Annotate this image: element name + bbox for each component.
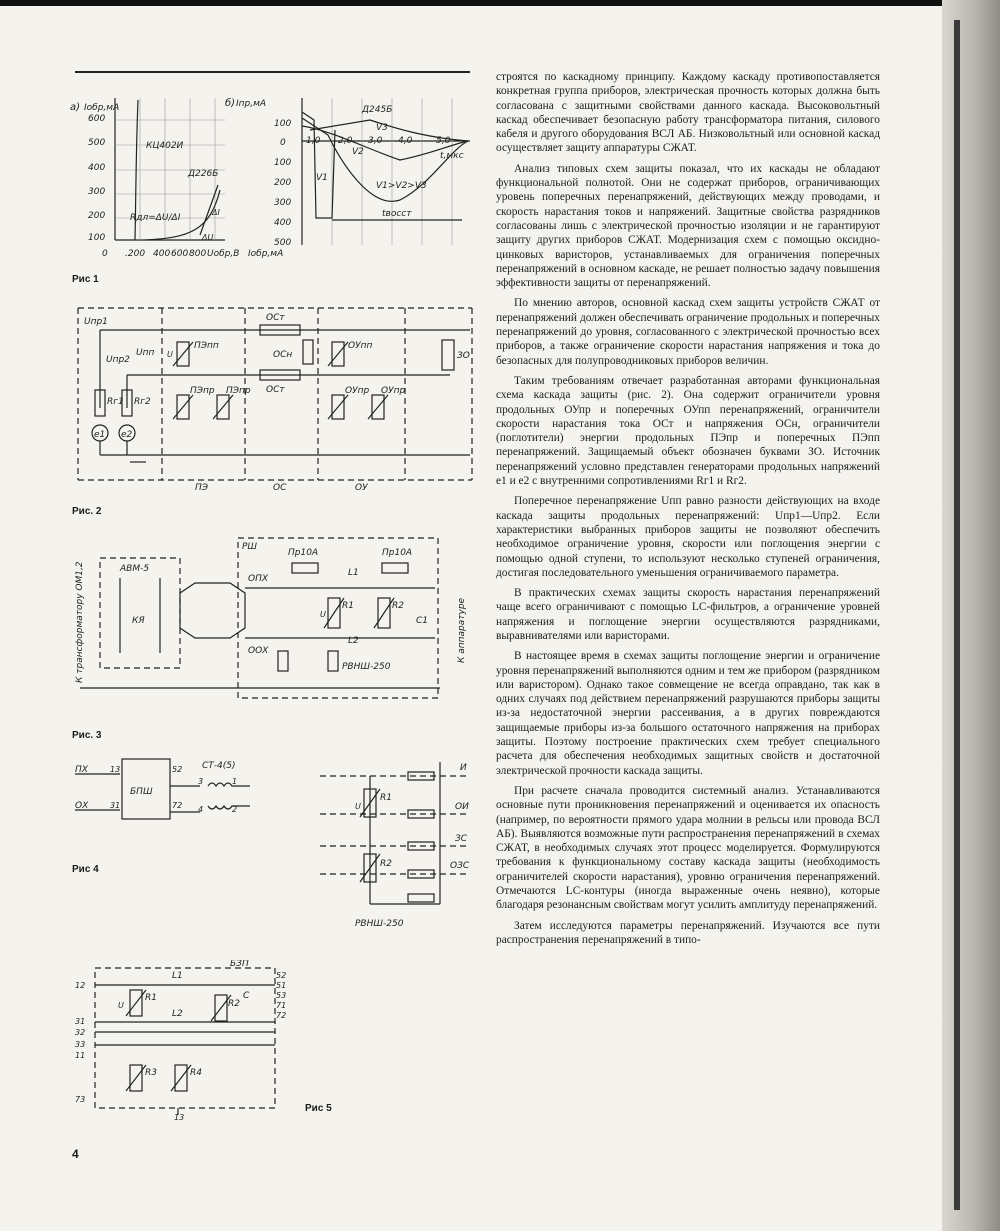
fig3-left-vertical: К трансформатору ОМ1,2: [75, 561, 85, 683]
figure-4: [70, 754, 475, 934]
fig5-left-node: 73: [75, 1095, 86, 1104]
fig1a-xtick: 800: [189, 249, 207, 259]
fig2-pe-pr-a: ПЭпр: [190, 386, 215, 396]
figure-1-caption: Рис 1: [72, 274, 99, 285]
fig1b-v3: V3: [376, 123, 388, 133]
fig3-ky: КЯ: [132, 616, 145, 626]
fig1b-ytick: 100: [274, 158, 292, 168]
fig2-os-n: ОСн: [273, 350, 293, 360]
header-rule: [75, 71, 470, 73]
fig2-rg2: Rг2: [134, 397, 151, 407]
fig1a-xtick: 400: [153, 249, 171, 259]
fig5-r2: R2: [228, 999, 240, 1009]
page-edge-shadow: [942, 0, 1000, 1231]
fig4-n31: 31: [110, 801, 121, 810]
fig1b-xtick: 1,0: [306, 136, 321, 146]
fig2-upr2: Uпр2: [106, 355, 130, 365]
fig4-ox: ОХ: [75, 801, 89, 811]
fig5-r1: R1: [145, 993, 157, 1003]
fig3-rsh: РШ: [242, 542, 258, 552]
fig5-right-node: 51: [276, 981, 287, 990]
text-column: [496, 70, 880, 953]
fig4-i: И: [460, 763, 467, 773]
fig1b-xlabel: t,мкс: [440, 151, 464, 161]
figure-3: [70, 533, 475, 708]
fig5-u: U: [118, 1001, 124, 1010]
fig1b-xtick: 3,0: [368, 136, 383, 146]
page-number: 4: [72, 1147, 79, 1161]
figure-2: [70, 300, 475, 490]
fig3-rvnsh: РВНШ-250: [342, 662, 391, 672]
fig4-r2: R2: [380, 859, 392, 869]
paragraph: При расчете сначала проводится системный анализ. Устанавливаются основные пути проникновения перенапряжений и оценивается их опасность (например, по вероятности прямого удара молнии в рельсы или провода ВСЛ АБ). Выявляются возможные пути распространения перенапряжений в схемах СЖАТ, в необходимых случаях этот процесс моделируется. Формулируются требования к функциональному составу каскада защиты (необходимость ограничителей скорости нарастания), уровню ограничения перенапряжений. Отмечаются LC-контуры (иногда выраженные очень неявно), которые благодаря резонансным свойствам могут усилить амплитуду перенапряжений.: [496, 784, 880, 912]
fig1b-xtick: 5,0: [436, 136, 451, 146]
fig4-n4: 4: [198, 805, 204, 814]
paragraph: По мнению авторов, основной каскад схем защиты устройств СЖАТ от перенапряжений должен обеспечивать ограничение продольных и поперечных перенапряжений до уровня, согласованного с электрической прочностью всех приборов, а также ограничение скорости нарастания напряжения и тока до безопасных для полупроводниковых приборов величин.: [496, 297, 880, 367]
fig4-bpsh: БПШ: [130, 787, 153, 797]
fig2-u: U: [167, 350, 173, 359]
figure-4-caption: Рис 4: [72, 864, 99, 875]
fig4-rvnsh: РВНШ-250: [355, 919, 404, 929]
fig4-zs: ЗС: [455, 834, 468, 844]
fig5-c: C: [243, 991, 250, 1001]
fig4-ozs: ОЗС: [450, 861, 470, 871]
paragraph: строятся по каскадному принципу. Каждому каскаду противопоставляется конкретная группа приборов, электрическая прочность которых должна быть согласована с защитными свойствами данного каскада. Высоковольтный каскад обеспечивает безопасную работу трансформатора питания, силового кабеля и другого оборудования ВСЛ АБ. Низковольтный или основной каскад осуществляет защиту аппаратуры СЖАТ.: [496, 71, 880, 155]
fig5-right-node: 72: [276, 1011, 287, 1020]
figure-3-caption: Рис. 3: [72, 730, 102, 741]
fig1a-xtick: .200: [125, 249, 146, 259]
fig1a-ytick: 600: [88, 114, 106, 124]
fig2-os-t1: ОСт: [266, 313, 285, 323]
fig1a-ytick: 500: [88, 138, 106, 148]
fig2-e1: e1: [94, 430, 106, 440]
fig5-left-node: 12: [75, 981, 86, 990]
fig5-bzp: БЗП: [230, 960, 249, 969]
fig5-right-node: 53: [276, 991, 287, 1000]
fig1b-ytick: 400: [274, 218, 292, 228]
fig3-fuse2: Пр10А: [382, 548, 413, 558]
fig1a-formula: Rдл=ΔU/ΔI: [130, 213, 181, 223]
fig4-r1: R1: [380, 793, 392, 803]
paragraph: Анализ типовых схем защиты показал, что их каскады не обладают функциональной полнотой. Они не содержат приборов, ограничивающих уровень поперечных перенапряжений, действующих между проводами, и скорость нарастания токов и напряжений. Защитные свойства разрядников согласованы лишь с электрической прочностью изоляции и не гарантируют защиту других приборов СЖАТ. Модернизация схем с помощью оксидно-цинковых варисторов, устанавливаемых для ограничения поперечных перенапряжений в основном каскаде, не решает полностью задачу повышения эффективности защиты от перенапряжений.: [496, 162, 880, 290]
fig1a-xlabel: Uобр,В: [207, 249, 240, 259]
fig5-right-node: 52: [276, 971, 287, 980]
fig5-left-node: 32: [75, 1028, 86, 1037]
fig2-upp: Uпп: [136, 348, 155, 358]
paragraph: В практических схемах защиты скорость нарастания перенапряжений чаще всего ограничивают с помощью LC-фильтров, а ограничение уровней напряжения и поглощение энергии осуществляются разрядниками, выравнивателями или варисторами.: [496, 587, 880, 642]
fig1b-xtick: 4,0: [398, 136, 413, 146]
fig1a-ytick: 100: [88, 233, 106, 243]
fig2-rg1: Rг1: [107, 397, 124, 407]
fig2-zo: ЗО: [457, 351, 470, 361]
fig1a-ylabel: Iобр,мА: [84, 103, 120, 113]
fig2-sec-pe: ПЭ: [195, 483, 209, 490]
fig4-u: U: [355, 802, 361, 811]
fig2-pe-pp: ПЭпп: [194, 341, 219, 351]
fig5-r4: R4: [190, 1068, 202, 1078]
fig1a-ytick: 300: [88, 187, 106, 197]
fig1b-device: Д245Б: [362, 105, 393, 115]
fig4-n2: 2: [232, 805, 238, 814]
fig4-n72: 72: [172, 801, 183, 810]
fig3-r2: R2: [392, 601, 404, 611]
fig3-c1: C1: [416, 616, 429, 626]
fig2-ou-pr-b: ОУпр: [381, 386, 406, 396]
fig2-sec-os: ОС: [273, 483, 287, 490]
fig2-ou-pp: ОУпп: [348, 341, 373, 351]
fig1a-di: ΔI: [212, 208, 220, 217]
fig1b-ytick: 300: [274, 198, 292, 208]
fig1a-ytick: 400: [88, 163, 106, 173]
fig3-l1: L1: [348, 568, 359, 578]
fig1b-panel: б): [225, 98, 236, 109]
fig1a-panel: а): [70, 102, 81, 113]
fig1b-trec: tвосст: [382, 209, 412, 219]
fig5-r3: R3: [145, 1068, 157, 1078]
fig1b-ytick: 200: [274, 178, 292, 188]
fig2-os-t2: ОСт: [266, 385, 285, 395]
fig3-l2: L2: [348, 636, 359, 646]
fig3-u: U: [320, 610, 326, 619]
fig1b-ytick: 100: [274, 119, 292, 129]
fig5-left-node: 33: [75, 1040, 86, 1049]
figures-column: [70, 78, 475, 1178]
fig1a-du: ΔU: [202, 233, 214, 242]
paragraph: Таким требованиям отвечает разработанная авторами функциональная схема каскада защиты (рис. 2). Она содержит ограничители уровня продольных ОУпр и поперечных ОУпп перенапряжений, ограничители скорости нарастания тока ОСт и напряжения ОСн, ограничители (поглотители) энергии продольных ПЭпр и поперечных ПЭпп перенапряжений. Защищаемый объект обозначен буквами ЗО. Источник перенапряжений условно представлен генераторами продольных напряжений e1 и e2 с внутренними сопротивлениями Rг1 и Rг2.: [496, 374, 880, 488]
figure-1: [70, 90, 475, 265]
fig2-ou-pr-a: ОУпр: [345, 386, 370, 396]
fig1a-xtick: 0: [102, 249, 108, 259]
fig4-n1: 1: [232, 777, 238, 786]
fig5-left-node: 31: [75, 1017, 86, 1026]
fig1b-relation: V1>V2>V3: [376, 181, 427, 191]
fig1a-ytick: 200: [88, 211, 106, 221]
fig1b-ylabel-bottom: Iобр,мА: [248, 249, 284, 259]
figure-2-caption: Рис. 2: [72, 506, 102, 517]
fig5-bottom-node: 13: [174, 1113, 185, 1122]
fig4-st: СТ-4(5): [202, 761, 236, 771]
fig2-upr1: Uпр1: [84, 317, 108, 327]
fig2-sec-ou: ОУ: [355, 483, 368, 490]
top-border: [0, 0, 1000, 6]
fig1a-device-b: Д226Б: [188, 169, 219, 179]
fig2-e2: e2: [121, 430, 133, 440]
fig3-fuse1: Пр10А: [288, 548, 319, 558]
fig4-px: ПХ: [75, 765, 88, 775]
fig4-oi: ОИ: [455, 802, 469, 812]
fig1a-device-a: КЦ402И: [146, 141, 184, 151]
fig5-left-node: 11: [75, 1051, 86, 1060]
paragraph: В настоящее время в схемах защиты поглощение энергии и ограничение уровня перенапряжений выполняются одним и тем же прибором (разрядником или варистором). Однако такое совмещение не всегда оправдано, так как в одних случаях под действием перенапряжений разрушаются приборы защиты из-за недостаточной энергии рассеивания, а в других повреждаются защищаемые приборы из-за большого остаточного напряжения на приборах защиты. Поэтому построение практических схем требует специального расчета для обеспечения необходимых защитных свойств и достаточной электрической прочности каскада защиты.: [496, 650, 880, 777]
fig3-r1: R1: [342, 601, 354, 611]
fig4-n52: 52: [172, 765, 183, 774]
fig5-right-node: 71: [276, 1001, 287, 1010]
fig4-n3: 3: [198, 777, 204, 786]
fig1a-xtick: 600: [171, 249, 189, 259]
figure-5-caption: Рис 5: [305, 1103, 332, 1114]
fig1b-v2: V2: [352, 147, 364, 157]
fig1b-xtick: 2,0: [338, 136, 353, 146]
fig3-ookh: ООХ: [248, 646, 269, 656]
paragraph: Поперечное перенапряжение Uпп равно разности действующих на входе каскада защиты продольных перенапряжений: Uпр1—Uпр2. Если характеристики выбранных приборов защиты не позволяют обеспечить необходимое ограничение уровня, скорости или поглощения энергии с помощью одной ступени, то используют несколько ступеней ограничения, достигая последовательного уменьшения ограничиваемого параметра.: [496, 495, 880, 579]
fig3-abm: АВМ-5: [120, 564, 150, 574]
paragraph: Затем исследуются параметры перенапряжений. Изучаются все пути распространения перенапряжений в типо-: [496, 919, 880, 946]
fig1b-ytick: 0: [280, 138, 286, 148]
fig1b-ylabel: Iпр,мА: [236, 99, 267, 109]
fig5-l2: L2: [172, 1009, 183, 1019]
fig1b-v1: V1: [316, 173, 328, 183]
fig3-opkh: ОПХ: [248, 574, 269, 584]
figure-5: [70, 960, 475, 1125]
fig1b-ytick: 500: [274, 238, 292, 248]
fig2-pe-pr-b: ПЭпр: [226, 386, 251, 396]
fig5-l1: L1: [172, 971, 183, 981]
fig4-n13: 13: [110, 765, 121, 774]
fig3-right-vertical: К аппаратуре: [457, 597, 467, 663]
